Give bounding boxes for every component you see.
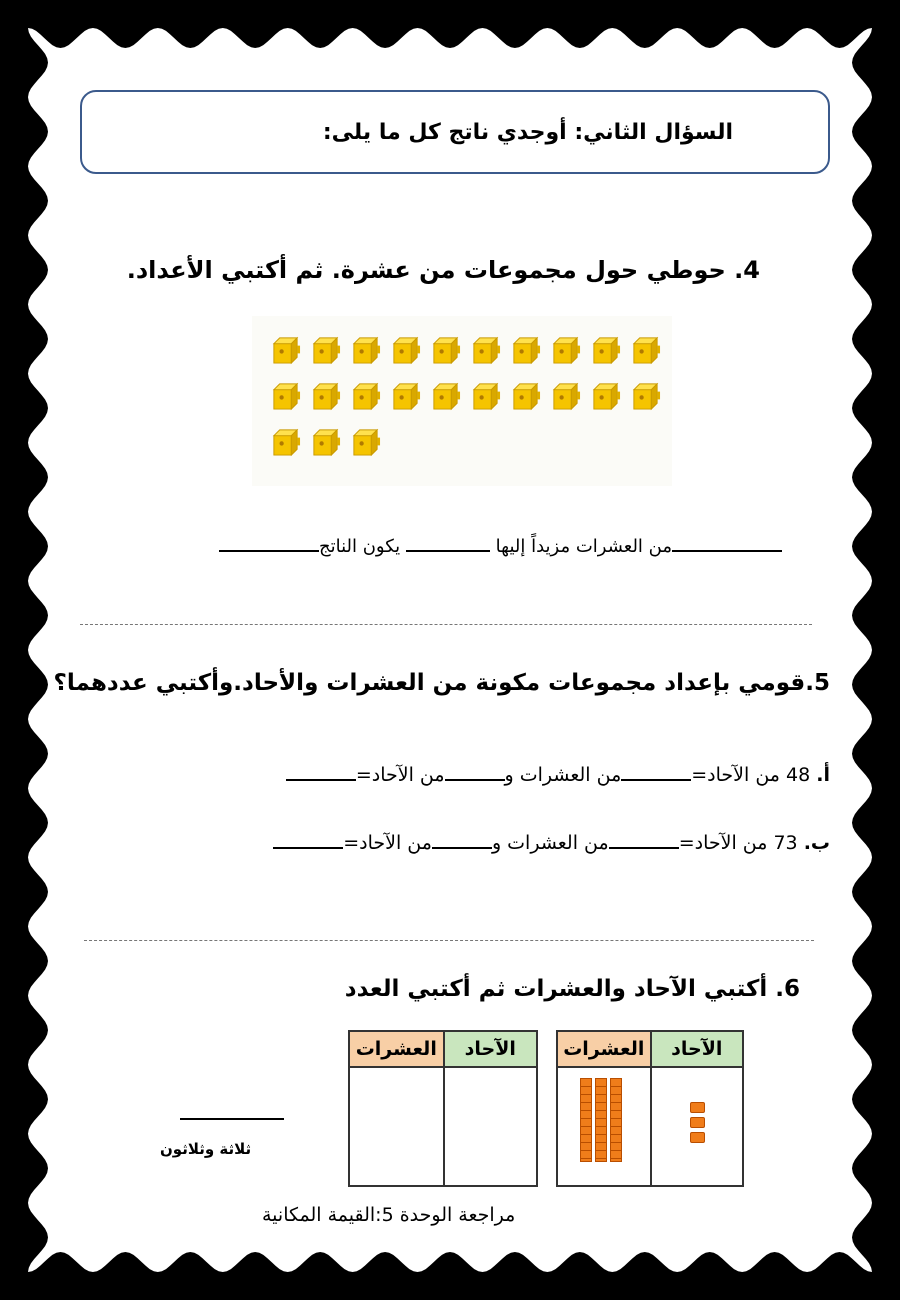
q5-title: 5.قومي بإعداد مجموعات مكونة من العشرات والأحاد.وأكتبي عددهما؟ xyxy=(53,670,830,696)
q5-item-b-ones-tail: من الآحاد= xyxy=(343,832,432,854)
unit-cube xyxy=(470,334,501,365)
separator-2 xyxy=(84,940,814,941)
unit-cube xyxy=(430,334,461,365)
unit-cube xyxy=(390,380,421,411)
q6-answer-blank[interactable] xyxy=(180,1118,284,1120)
q5-item-b-number: 73 xyxy=(773,832,798,854)
unit-cube xyxy=(310,380,341,411)
question-header-box xyxy=(80,90,830,174)
q4-title: 4. حوطي حول مجموعات من عشرة. ثم أكتبي الأعداد. xyxy=(126,256,760,284)
unit-cube xyxy=(630,380,661,411)
q5-item-a-blank-ones[interactable] xyxy=(445,778,505,781)
q5-item-a-blank-tens[interactable] xyxy=(621,778,691,781)
answer-ones-cell[interactable] xyxy=(444,1067,537,1186)
tens-rod xyxy=(610,1078,622,1162)
tens-rod xyxy=(595,1078,607,1162)
footer-unit-title: مراجعة الوحدة 5:القيمة المكانية xyxy=(262,1204,516,1226)
question-header-title: السؤال الثاني: أوجدي ناتج كل ما يلى: xyxy=(322,120,733,145)
q5-item-b-blank-ones[interactable] xyxy=(432,846,492,849)
q4-blank-extra[interactable] xyxy=(406,549,490,552)
q5-item-a-marker: أ. xyxy=(816,764,830,786)
ones-unit xyxy=(690,1117,705,1128)
unit-cube xyxy=(350,380,381,411)
answer-place-value-table xyxy=(348,1030,538,1187)
example-tens-header: العشرات xyxy=(557,1031,651,1067)
unit-cube xyxy=(270,380,301,411)
q5-item-a-ones-label: من الآحاد= xyxy=(691,764,780,786)
unit-cube xyxy=(270,334,301,365)
separator-1 xyxy=(80,624,812,625)
q6-word-number: ثلاثة وثلاثون xyxy=(160,1140,252,1158)
q5-item-a-tens-label: من العشرات و xyxy=(504,764,622,786)
q4-fill-part1: من العشرات مزيداً إليها xyxy=(495,536,672,557)
q5-item-b-marker: ب. xyxy=(803,832,830,854)
unit-cube xyxy=(510,380,541,411)
unit-cube xyxy=(350,334,381,365)
unit-cube xyxy=(390,334,421,365)
q5-item-b-blank-total[interactable] xyxy=(273,846,343,849)
unit-cube xyxy=(550,334,581,365)
q5-item-b-ones-label: من الآحاد= xyxy=(678,832,768,854)
answer-tens-cell[interactable] xyxy=(349,1067,444,1186)
q5-item-a-ones-tail: من الآحاد= xyxy=(355,764,445,786)
example-tens-cell xyxy=(557,1067,651,1186)
unit-cube xyxy=(550,380,581,411)
q5-item-a-blank-total[interactable] xyxy=(286,778,356,781)
example-place-value-table xyxy=(556,1030,744,1187)
answer-tens-header: العشرات xyxy=(349,1031,444,1067)
unit-cube xyxy=(310,334,341,365)
unit-cube xyxy=(310,426,341,457)
q5-item-b-tens-label: من العشرات و xyxy=(491,832,609,854)
unit-cube xyxy=(350,426,381,457)
unit-cube xyxy=(470,380,501,411)
answer-ones-header: الآحاد xyxy=(444,1031,537,1067)
unit-cube xyxy=(590,380,621,411)
ones-unit xyxy=(690,1102,705,1113)
q6-title: 6. أكتبي الآحاد والعشرات ثم أكتبي العدد xyxy=(344,976,800,1002)
unit-cube xyxy=(430,380,461,411)
q5-item-b-blank-tens[interactable] xyxy=(609,846,679,849)
q4-blank-result[interactable] xyxy=(219,549,319,552)
example-ones-header: الآحاد xyxy=(651,1031,743,1067)
unit-cube xyxy=(590,334,621,365)
q4-blank-tens[interactable] xyxy=(672,549,782,552)
q5-item-a-number: 48 xyxy=(786,764,811,786)
q4-fill-line xyxy=(219,536,782,557)
ones-unit xyxy=(690,1132,705,1143)
cube-grid xyxy=(252,316,672,486)
unit-cube xyxy=(270,426,301,457)
q5-item-a xyxy=(286,764,830,786)
tens-rod xyxy=(580,1078,592,1162)
unit-cube xyxy=(630,334,661,365)
unit-cube xyxy=(510,334,541,365)
example-ones-cell xyxy=(651,1067,743,1186)
q5-item-b xyxy=(273,832,830,854)
q4-fill-part2: يكون الناتج xyxy=(318,536,401,557)
